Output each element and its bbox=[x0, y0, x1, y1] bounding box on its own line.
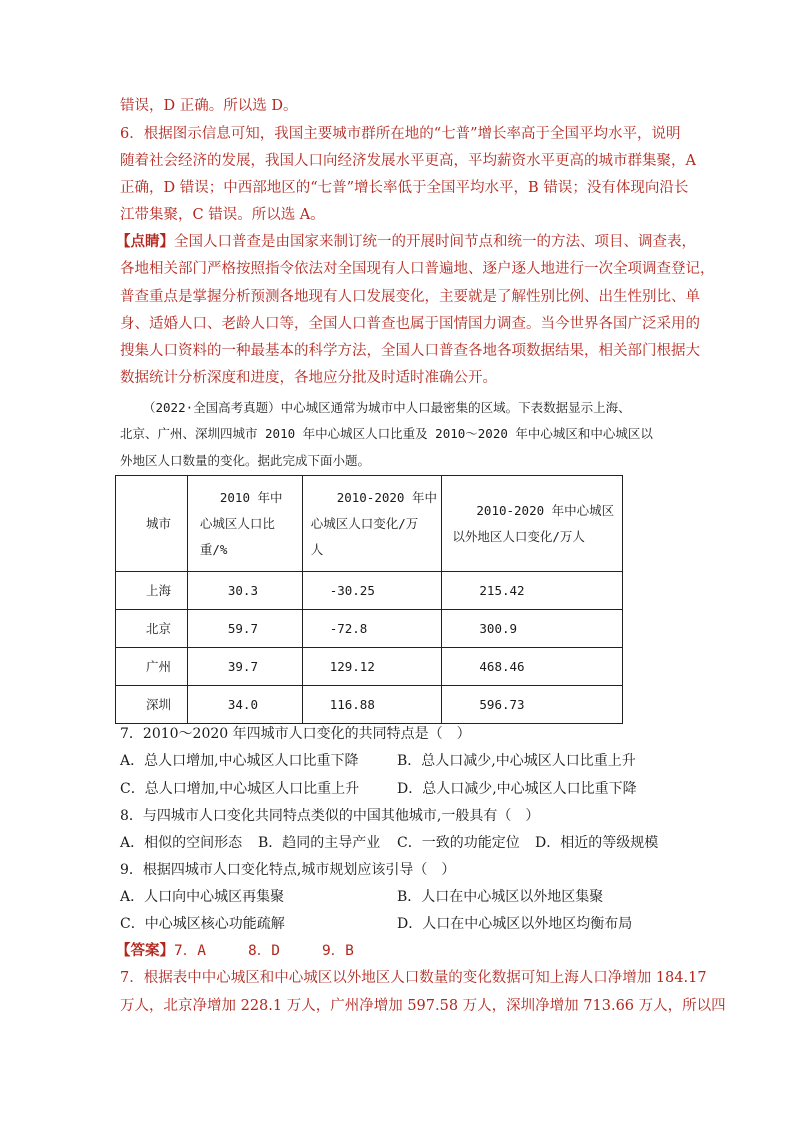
note-line-3: 普查重点是掌握分析预测各地现有人口发展变化，主要就是了解性别比例、出生性别比、单 bbox=[120, 289, 700, 305]
cell-share: 39.7 bbox=[227, 658, 258, 674]
q8-option-c: C．一致的功能定位 bbox=[397, 835, 520, 851]
cell-share: 59.7 bbox=[227, 620, 258, 636]
table-row bbox=[116, 648, 623, 686]
para6-line-3: 正确，D 错误；中西部地区的“七普”增长率低于全国平均水平，B 错误；没有体现向沿长 bbox=[120, 180, 689, 196]
para6-line-1: 6．根据图示信息可知，我国主要城市群所在地的“七普”增长率高于全国平均水平，说明 bbox=[120, 126, 681, 142]
q9-option-d: D．人口在中心城区以外地区均衡布局 bbox=[397, 916, 633, 932]
table-row bbox=[116, 610, 623, 648]
answer-7: 7．A bbox=[174, 943, 206, 959]
q7-option-c: C．总人口增加,中心城区人口比重上升 bbox=[120, 781, 360, 797]
cell-city: 上海 bbox=[146, 582, 172, 598]
q8-option-d: D．相近的等级规模 bbox=[535, 835, 659, 851]
q7-option-b: B．总人口减少,中心城区人口比重上升 bbox=[397, 753, 636, 769]
q7-option-d: D．总人口减少,中心城区人口比重下降 bbox=[397, 781, 637, 797]
explain7-line-1: 7．根据表中中心城区和中心城区以外地区人口数量的变化数据可知上海人口净增加 184.17 bbox=[120, 970, 707, 986]
cell-outer: 215.42 bbox=[479, 582, 525, 598]
cell-outer: 596.73 bbox=[479, 696, 525, 712]
answer-line bbox=[116, 941, 354, 961]
cell-core: -30.25 bbox=[329, 582, 375, 598]
cell-outer: 300.9 bbox=[479, 620, 518, 636]
cell-outer: 468.46 bbox=[479, 658, 525, 674]
note-line-5: 搜集人口资料的一种最基本的科学方法，全国人口普查各地各项数据结果，相关部门根据大 bbox=[120, 343, 700, 359]
note-line-6: 数据统计分析深度和进度，各地应分批及时适时准确公开。 bbox=[120, 370, 497, 386]
answer-tag: 【答案】 bbox=[116, 942, 174, 959]
q9-option-a: A．人口向中心城区再集聚 bbox=[120, 889, 285, 905]
header-outer: 2010-2020 年中心城区 以外地区人口变化/万人 bbox=[442, 476, 623, 572]
intro-line-1: （2022·全国高考真题）中心城区通常为城市中人口最密集的区域。下表数据显示上海、 bbox=[143, 400, 631, 415]
header-share: 2010 年中 心城区人口比 重/% bbox=[187, 476, 302, 572]
header-core: 2010-2020 年中 心城区人口变化/万 人 bbox=[302, 476, 442, 572]
intro-line-2: 北京、广州、深圳四城市 2010 年中心城区人口比重及 2010～2020 年中心城区和中心城区以 bbox=[120, 426, 653, 441]
q9-option-b: B．人口在中心城区以外地区集聚 bbox=[397, 889, 604, 905]
note-text-1: 全国人口普查是由国家来制订统一的开展时间节点和统一的方法、项目、调查表， bbox=[174, 234, 696, 250]
answer-8: 8．D bbox=[247, 943, 280, 959]
cell-city: 北京 bbox=[146, 620, 172, 636]
answer-9: 9．B bbox=[321, 943, 354, 959]
header-city: 城市 bbox=[116, 476, 188, 572]
cell-share: 34.0 bbox=[227, 696, 258, 712]
para6-line-0: 错误，D 正确。所以选 D。 bbox=[120, 98, 298, 114]
q8-option-a: A．相似的空间形态 bbox=[120, 835, 243, 851]
cell-city: 深圳 bbox=[146, 696, 172, 712]
q7-stem: 7．2010～2020 年四城市人口变化的共同特点是（ ） bbox=[120, 726, 471, 742]
q8-stem: 8．与四城市人口变化共同特点类似的中国其他城市,一般具有（ ） bbox=[120, 808, 540, 824]
q7-option-a: A．总人口增加,中心城区人口比重下降 bbox=[120, 753, 359, 769]
cell-share: 30.3 bbox=[227, 582, 258, 598]
para6-line-2: 随着社会经济的发展，我国人口向经济发展水平更高，平均薪资水平更高的城市群集聚，A bbox=[120, 153, 696, 169]
q8-option-b: B．趋同的主导产业 bbox=[258, 835, 381, 851]
note-line-1 bbox=[116, 232, 696, 252]
explain7-line-2: 万人，北京净增加 228.1 万人，广州净增加 597.58 万人，深圳净增加 713.66 万人，所以四 bbox=[120, 998, 726, 1014]
cell-core: 129.12 bbox=[329, 658, 375, 674]
note-tag: 【点睛】 bbox=[116, 233, 174, 250]
population-table bbox=[115, 475, 623, 724]
table-row bbox=[116, 686, 623, 724]
note-line-4: 身、适婚人口、老龄人口等，全国人口普查也属于国情国力调查。当今世界各国广泛采用的 bbox=[120, 316, 700, 332]
q9-stem: 9．根据四城市人口变化特点,城市规划应该引导（ ） bbox=[120, 862, 456, 878]
table-header-row bbox=[116, 476, 623, 572]
cell-city: 广州 bbox=[146, 658, 172, 674]
para6-line-4: 江带集聚，C 错误。所以选 A。 bbox=[120, 207, 325, 223]
cell-core: -72.8 bbox=[329, 620, 368, 636]
cell-core: 116.88 bbox=[329, 696, 375, 712]
note-line-2: 各地相关部门严格按照指令依法对全国现有人口普遍地、逐户逐人地进行一次全项调查登记， bbox=[120, 261, 715, 277]
intro-line-3: 外地区人口数量的变化。据此完成下面小题。 bbox=[120, 453, 371, 468]
table-row bbox=[116, 572, 623, 610]
q9-option-c: C．中心城区核心功能疏解 bbox=[120, 916, 285, 932]
